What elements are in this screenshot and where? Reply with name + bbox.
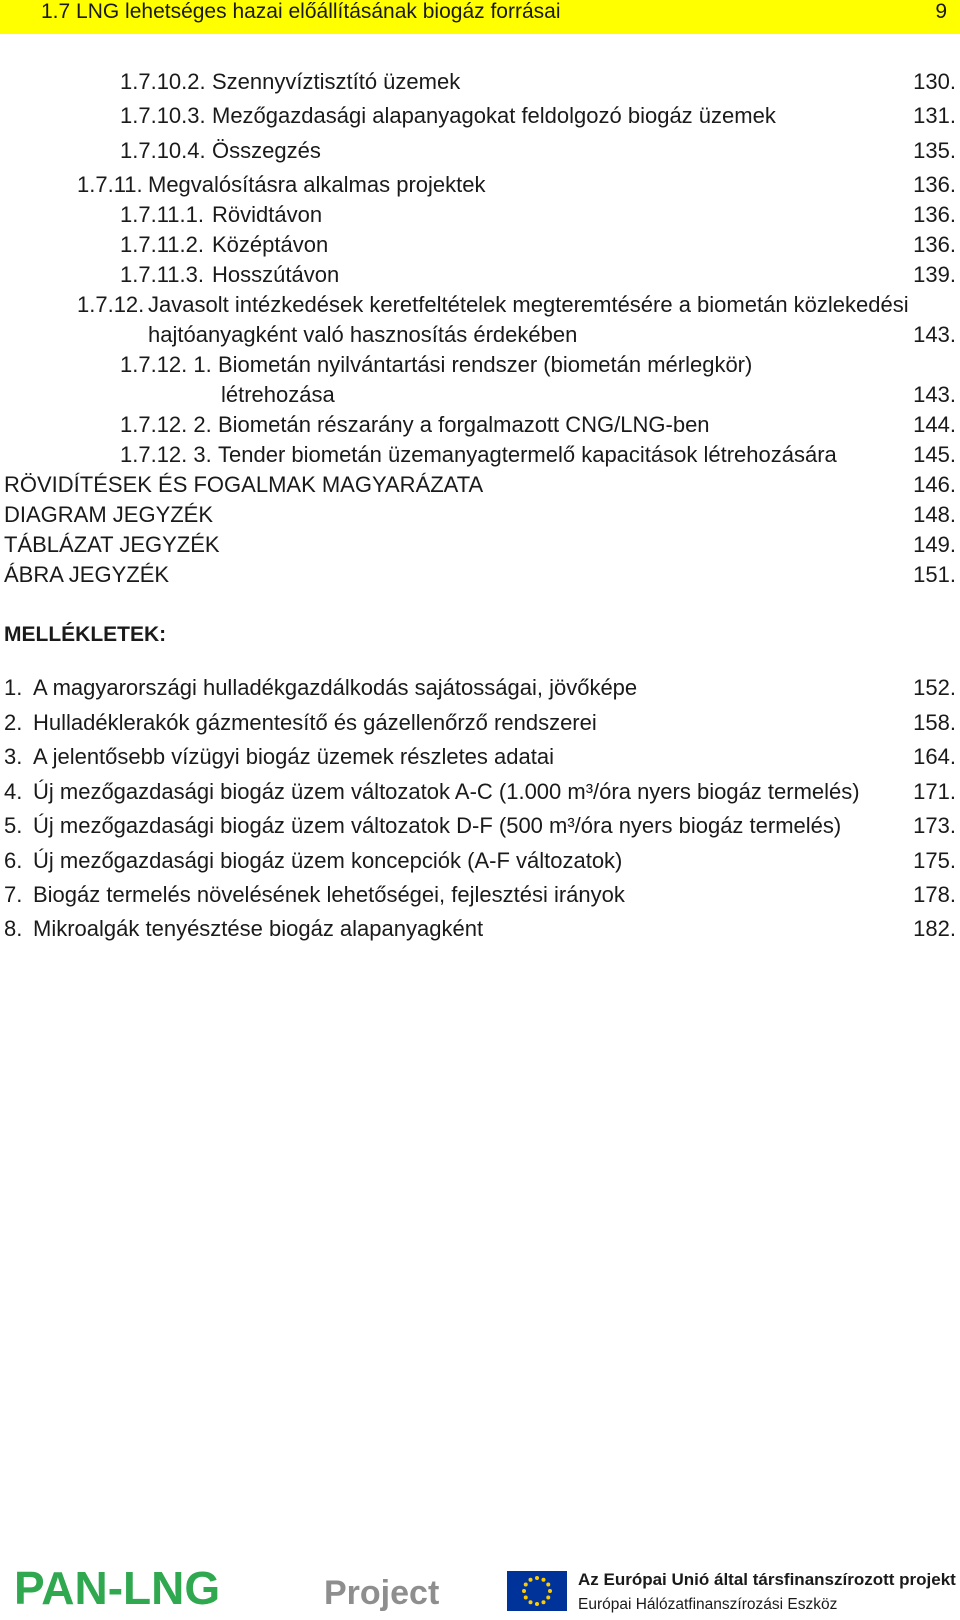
toc-page: 131. <box>913 103 956 128</box>
toc-entry[interactable] <box>0 440 960 470</box>
toc-number: 1.7.12. <box>77 292 145 317</box>
toc-entry[interactable] <box>0 230 960 260</box>
toc-number: 1.7.12. 3. <box>120 442 212 467</box>
annex-page: 152. <box>913 675 956 700</box>
eu-star <box>524 1596 528 1600</box>
toc-page: 143. <box>913 322 956 347</box>
header-page-number: 9 <box>935 0 947 23</box>
annex-entry[interactable] <box>0 914 960 944</box>
annex-text: Új mezőgazdasági biogáz üzem változatok D-F (500 m³/óra nyers biogáz termelés) <box>33 813 842 838</box>
annex-text: A magyarországi hulladékgazdálkodás sajátosságai, jövőképe <box>33 675 638 700</box>
toc-number: 1.7.10.3. <box>120 103 206 128</box>
toc-text: DIAGRAM JEGYZÉK <box>4 502 214 527</box>
annex-page: 158. <box>913 710 956 735</box>
toc-entry[interactable] <box>0 170 960 200</box>
annex-page: 182. <box>913 916 956 941</box>
toc-entry[interactable] <box>0 470 960 500</box>
toc-text: Összegzés <box>212 138 321 163</box>
toc-entry[interactable] <box>0 200 960 230</box>
annex-text: Új mezőgazdasági biogáz üzem koncepciók (A-F változatok) <box>33 848 623 873</box>
toc-entry[interactable] <box>0 101 960 131</box>
running-header <box>0 0 960 34</box>
annex-number: 1. <box>4 675 23 700</box>
annex-page: 171. <box>913 779 956 804</box>
toc-page: 144. <box>913 412 956 437</box>
eu-star <box>542 1578 546 1582</box>
toc-text: Rövidtávon <box>212 202 323 227</box>
annex-page: 178. <box>913 882 956 907</box>
eu-star <box>548 1589 552 1593</box>
annex-number: 5. <box>4 813 23 838</box>
toc-entry[interactable] <box>0 500 960 530</box>
toc-text: létrehozása <box>221 382 335 407</box>
toc-entry[interactable] <box>0 350 960 380</box>
eu-cef-text: Európai Hálózatfinanszírozási Eszköz <box>578 1596 838 1613</box>
toc-text: Középtávon <box>212 232 329 257</box>
toc-number: 1.7.10.4. <box>120 138 206 163</box>
toc-entry[interactable] <box>0 260 960 290</box>
annex-text: Biogáz termelés növelésének lehetőségei, fejlesztési irányok <box>33 882 625 907</box>
toc-text: Biometán részarány a forgalmazott CNG/LNG-ben <box>218 412 710 437</box>
toc-page: 145. <box>913 442 956 467</box>
eu-star <box>535 1602 539 1606</box>
annex-text: Új mezőgazdasági biogáz üzem változatok A-C (1.000 m³/óra nyers biogáz termelés) <box>33 779 860 804</box>
toc-number: 1.7.10.2. <box>120 69 206 94</box>
logo-main-text: PAN-LNG <box>14 1562 221 1612</box>
toc-page: 135. <box>913 138 956 163</box>
toc-text: Hosszútávon <box>212 262 340 287</box>
annex-number: 6. <box>4 848 23 873</box>
toc-entry[interactable] <box>0 290 960 320</box>
eu-star <box>524 1583 528 1587</box>
toc-text: Szennyvíztisztító üzemek <box>212 69 461 94</box>
annex-entry[interactable] <box>0 880 960 910</box>
toc-text: Mezőgazdasági alapanyagokat feldolgozó biogáz üzemek <box>212 103 776 128</box>
eu-star <box>529 1600 533 1604</box>
annex-entry[interactable] <box>0 742 960 772</box>
toc-page: 130. <box>913 69 956 94</box>
toc-number: 1.7.11.2. <box>120 232 204 257</box>
toc-number: 1.7.11.1. <box>120 202 204 227</box>
header-title: 1.7 LNG lehetséges hazai előállításának biogáz forrásai <box>41 0 561 23</box>
annex-entry[interactable] <box>0 777 960 807</box>
eu-star <box>522 1589 526 1593</box>
annex-number: 2. <box>4 710 23 735</box>
toc-text: hajtóanyagként való hasznosítás érdekében <box>148 322 578 347</box>
annex-entry[interactable] <box>0 673 960 703</box>
toc-text: ÁBRA JEGYZÉK <box>4 562 170 587</box>
eu-flag-icon <box>507 1571 567 1611</box>
toc-text: Javasolt intézkedések keretfeltételek megteremtésére a biometán közlekedési <box>148 292 909 317</box>
eu-star <box>542 1600 546 1604</box>
annex-number: 4. <box>4 779 23 804</box>
toc-text: RÖVIDÍTÉSEK ÉS FOGALMAK MAGYARÁZATA <box>4 472 484 497</box>
annex-entry[interactable] <box>0 846 960 876</box>
annex-number: 8. <box>4 916 23 941</box>
annex-page: 173. <box>913 813 956 838</box>
toc-entry[interactable] <box>0 67 960 97</box>
toc-text: Tender biometán üzemanyagtermelő kapacitások létrehozására <box>218 442 837 467</box>
eu-star <box>535 1576 539 1580</box>
toc-text: Megvalósításra alkalmas projektek <box>148 172 486 197</box>
toc-number: 1.7.12. 1. <box>120 352 212 377</box>
eu-star <box>546 1583 550 1587</box>
eu-cofinance-text: Az Európai Unió által társfinanszírozott projekt <box>578 1570 956 1589</box>
annex-entry[interactable] <box>0 811 960 841</box>
eu-star <box>546 1596 550 1600</box>
annex-heading: MELLÉKLETEK: <box>4 623 167 646</box>
toc-entry[interactable] <box>0 410 960 440</box>
annex-text: Mikroalgák tenyésztése biogáz alapanyagként <box>33 916 484 941</box>
annex-page: 164. <box>913 744 956 769</box>
toc-number: 1.7.12. 2. <box>120 412 212 437</box>
toc-entry[interactable] <box>0 136 960 166</box>
toc-text: Biometán nyilvántartási rendszer (biometán mérlegkör) <box>218 352 753 377</box>
annex-text: Hulladéklerakók gázmentesítő és gázellenőrző rendszerei <box>33 710 597 735</box>
annex-page: 175. <box>913 848 956 873</box>
annex-entry[interactable] <box>0 708 960 738</box>
toc-entry[interactable] <box>0 560 960 590</box>
annex-number: 3. <box>4 744 23 769</box>
toc-page: 148. <box>913 502 956 527</box>
toc-number: 1.7.11. <box>77 172 143 197</box>
toc-text: TÁBLÁZAT JEGYZÉK <box>4 532 220 557</box>
toc-page: 139. <box>913 262 956 287</box>
logo-sub-text: Project <box>324 1574 440 1612</box>
toc-number: 1.7.11.3. <box>120 262 204 287</box>
toc-page: 136. <box>913 202 956 227</box>
annex-text: A jelentősebb vízügyi biogáz üzemek részletes adatai <box>33 744 554 769</box>
toc-entry-continued[interactable] <box>0 320 960 350</box>
eu-star <box>529 1578 533 1582</box>
annex-number: 7. <box>4 882 23 907</box>
toc-page: 143. <box>913 382 956 407</box>
toc-page: 151. <box>913 562 956 587</box>
toc-page: 136. <box>913 232 956 257</box>
toc-entry-continued[interactable] <box>0 380 960 410</box>
pan-lng-project-logo <box>12 1562 452 1612</box>
toc-entry[interactable] <box>0 530 960 560</box>
toc-page: 146. <box>913 472 956 497</box>
toc-page: 136. <box>913 172 956 197</box>
toc-page: 149. <box>913 532 956 557</box>
